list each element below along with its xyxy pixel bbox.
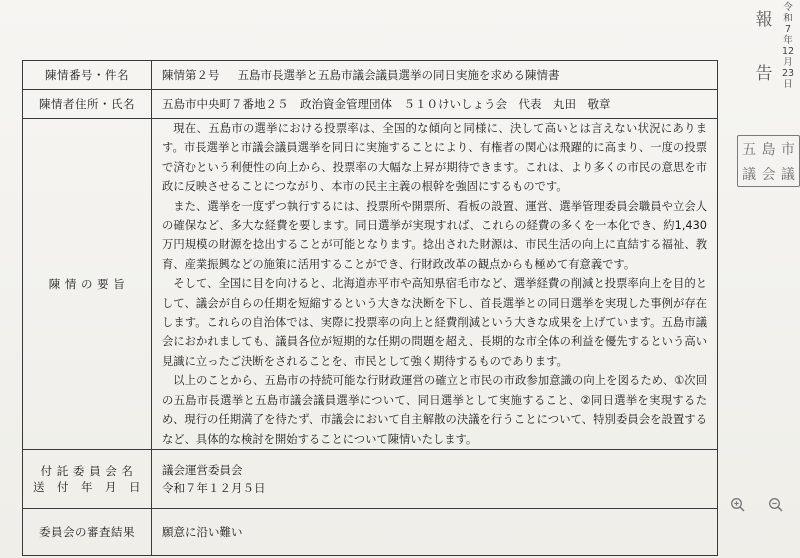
- report-stamp-bottom: 告: [755, 64, 773, 84]
- petitioner-label: 陳情者住所・氏名: [23, 90, 152, 119]
- title-row: [23, 61, 718, 90]
- zoom-out-icon: [768, 497, 784, 513]
- gist-paragraph: また、選挙を一度ずつ執行するには、投票所や開票所、看板の設置、運営、選挙管理委員会職員や立会人の確保など、多大な経費を要します。同日選挙が実現すれば、これらの経費の多くを一本化でき、約1,430万円規模の財源を捻出することが可能となります。捻出された財源は、市民生活の向上に直結する福祉、教育、産業振興などの施策に活用することができ、行財政改革の観点からも極めて有意義です。: [162, 199, 707, 271]
- petitioner-row: [23, 90, 718, 119]
- gist-paragraph: 現在、五島市の選挙における投票率は、全国的な傾向と同様に、決して高いとは言えない状況にあります。市長選挙と市議会議員選挙を同日に実施することにより、有権者の関心は飛躍的に高まり、一度の投票で済むという利便性の向上から、投票率の大幅な上昇が期待できます。これは、より多くの市民の意思を市政に反映させることにつながり、本市の民主主義の根幹を強固にするものです。: [162, 122, 707, 194]
- zoom-out-button[interactable]: [764, 493, 788, 517]
- gist-body: [152, 119, 718, 450]
- petition-number: 陳情第２号: [162, 68, 220, 82]
- title-label: 陳情番号・件名: [23, 61, 152, 90]
- result-label: 委員会の審査結果: [23, 508, 152, 555]
- received-date-stamp: 令 和 7 年 12 月 23 日: [781, 2, 795, 90]
- result-value: 願意に沿い難い: [152, 508, 718, 555]
- council-seal: 五 島 市 議 会 議: [737, 135, 800, 187]
- sent-date-label: 送 付 年 月 日: [33, 479, 141, 494]
- sent-date: 令和７年１２月５日: [162, 480, 266, 495]
- gist-label: 陳 情 の 要 旨: [23, 119, 152, 450]
- committee-name: 議会運営委員会: [162, 462, 243, 477]
- report-stamp: [752, 8, 776, 86]
- committee-row: [23, 449, 718, 508]
- result-row: [23, 508, 718, 555]
- zoom-in-icon: [730, 497, 746, 513]
- zoom-in-button[interactable]: [726, 493, 750, 517]
- petitioner-value: 五島市中央町７番地２５ 政治資金管理団体 ５１０けいしょう会 代表 丸田 敬章: [152, 90, 718, 119]
- gist-paragraph: そして、全国に目を向けると、北海道赤平市や高知県宿毛市など、選挙経費の削減と投票率向上を目的として、議会が自らの任期を短縮するという大きな決断を下し、首長選挙との同日選挙を実現した事例が存在します。これらの自治体では、実際に投票率の向上と経費削減という大きな成果を上げています。五島市議会におかれましても、議員各位が短期的な任期の問題を超え、長期的な市全体の利益を優先するという高い見識に立ったご決断をされることを、市民として強く期待するものであります。: [162, 277, 707, 368]
- petition-table: [22, 60, 718, 556]
- petition-subject: 五島市長選挙と五島市議会議員選挙の同日実施を求める陳情書: [237, 68, 560, 82]
- report-stamp-top: 報: [755, 10, 773, 30]
- committee-label: 付 託 委 員 会 名: [40, 463, 134, 478]
- gist-paragraph: 以上のことから、五島市の持続可能な行財政運営の確立と市民の市政参加意識の向上を図るため、①次回の五島市長選挙と五島市議会議員選挙について、同日選挙として実施すること、②同日選挙を実現するため、現行の任期満了を待たず、市議会において自主解散の決議を行うことについて、特別委員会を設置するなど、具体的な検討を開始することについて陳情いたします。: [162, 374, 707, 446]
- gist-row: [23, 119, 718, 450]
